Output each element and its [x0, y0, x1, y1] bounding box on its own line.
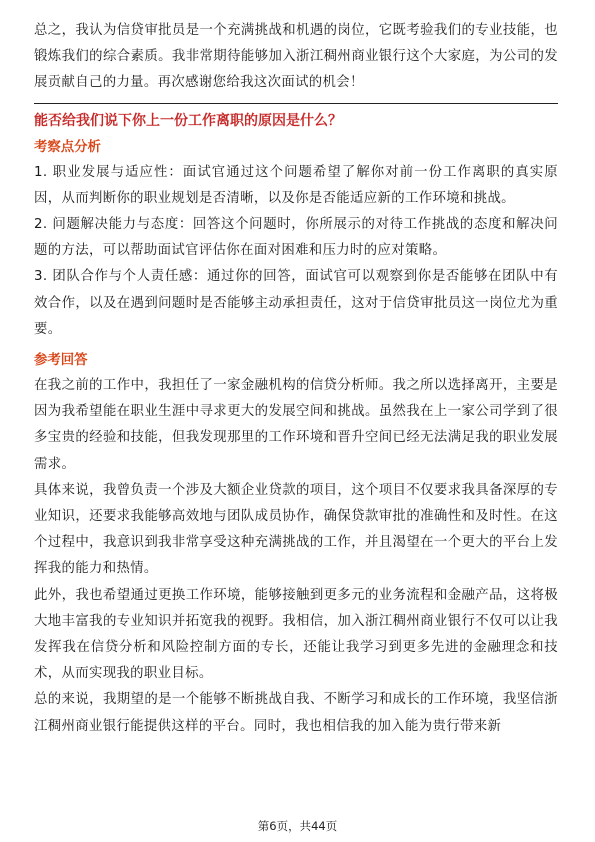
page-content	[34, 18, 558, 740]
answer-paragraph: 在我之前的工作中，我担任了一家金融机构的信贷分析师。我之所以选择离开，主要是因为我希望能在职业生涯中寻求更大的发展空间和挑战。虽然我在上一家公司学到了很多宝贵的经验和技能，但我发现那里的工作环境和晋升空间已经无法满足我的职业发展需求。	[34, 378, 558, 472]
analysis-point: 1. 职业发展与适应性：面试官通过这个问题希望了解你对前一份工作离职的真实原因，从而判断你的职业规划是否清晰，以及你是否能适应新的工作环境和挑战。	[34, 164, 558, 206]
answer-paragraph: 总的来说，我期望的是一个能够不断挑战自我、不断学习和成长的工作环境，我坚信浙江稠州商业银行能提供这样的平台。同时，我也相信我的加入能为贵行带来新	[34, 692, 558, 734]
analysis-point: 2. 问题解决能力与态度：回答这个问题时，你所展示的对待工作挑战的态度和解决问题的方法，可以帮助面试官评估你在面对困难和压力时的应对策略。	[34, 217, 558, 259]
section-divider	[34, 103, 558, 104]
page-number: 第6页，共44页	[257, 819, 338, 833]
interview-question: 能否给我们说下你上一份工作离职的原因是什么？	[34, 112, 342, 129]
answer-heading: 参考回答	[34, 353, 88, 369]
analysis-heading: 考察点分析	[34, 139, 101, 155]
intro-paragraph: 总之，我认为信贷审批员是一个充满挑战和机遇的岗位，它既考验我们的专业技能，也锻炼我们的综合素质。我非常期待能够加入浙江稠州商业银行这个大家庭，为公司的发展贡献自己的力量。再次感谢您给我这次面试的机会！	[34, 23, 558, 91]
answer-paragraph: 具体来说，我曾负责一个涉及大额企业贷款的项目，这个项目不仅要求我具备深厚的专业知识，还要求我能够高效地与团队成员协作，确保贷款审批的准确性和及时性。在这个过程中，我意识到我非常享受这种充满挑战的工作，并且渴望在一个更大的平台上发挥我的能力和热情。	[34, 482, 558, 577]
analysis-point: 3. 团队合作与个人责任感：通过你的回答，面试官可以观察到你是否能够在团队中有效合作，以及在遇到问题时是否能够主动承担责任，这对于信贷审批员这一岗位尤为重要。	[34, 269, 558, 337]
answer-paragraph: 此外，我也希望通过更换工作环境，能够接触到更多元的业务流程和金融产品，这将极大地丰富我的专业知识并拓宽我的视野。我相信，加入浙江稠州商业银行不仅可以让我发挥我在信贷分析和风险控制方面的专长，还能让我学习到更多先进的金融理念和技术，从而实现我的职业目标。	[34, 587, 558, 682]
